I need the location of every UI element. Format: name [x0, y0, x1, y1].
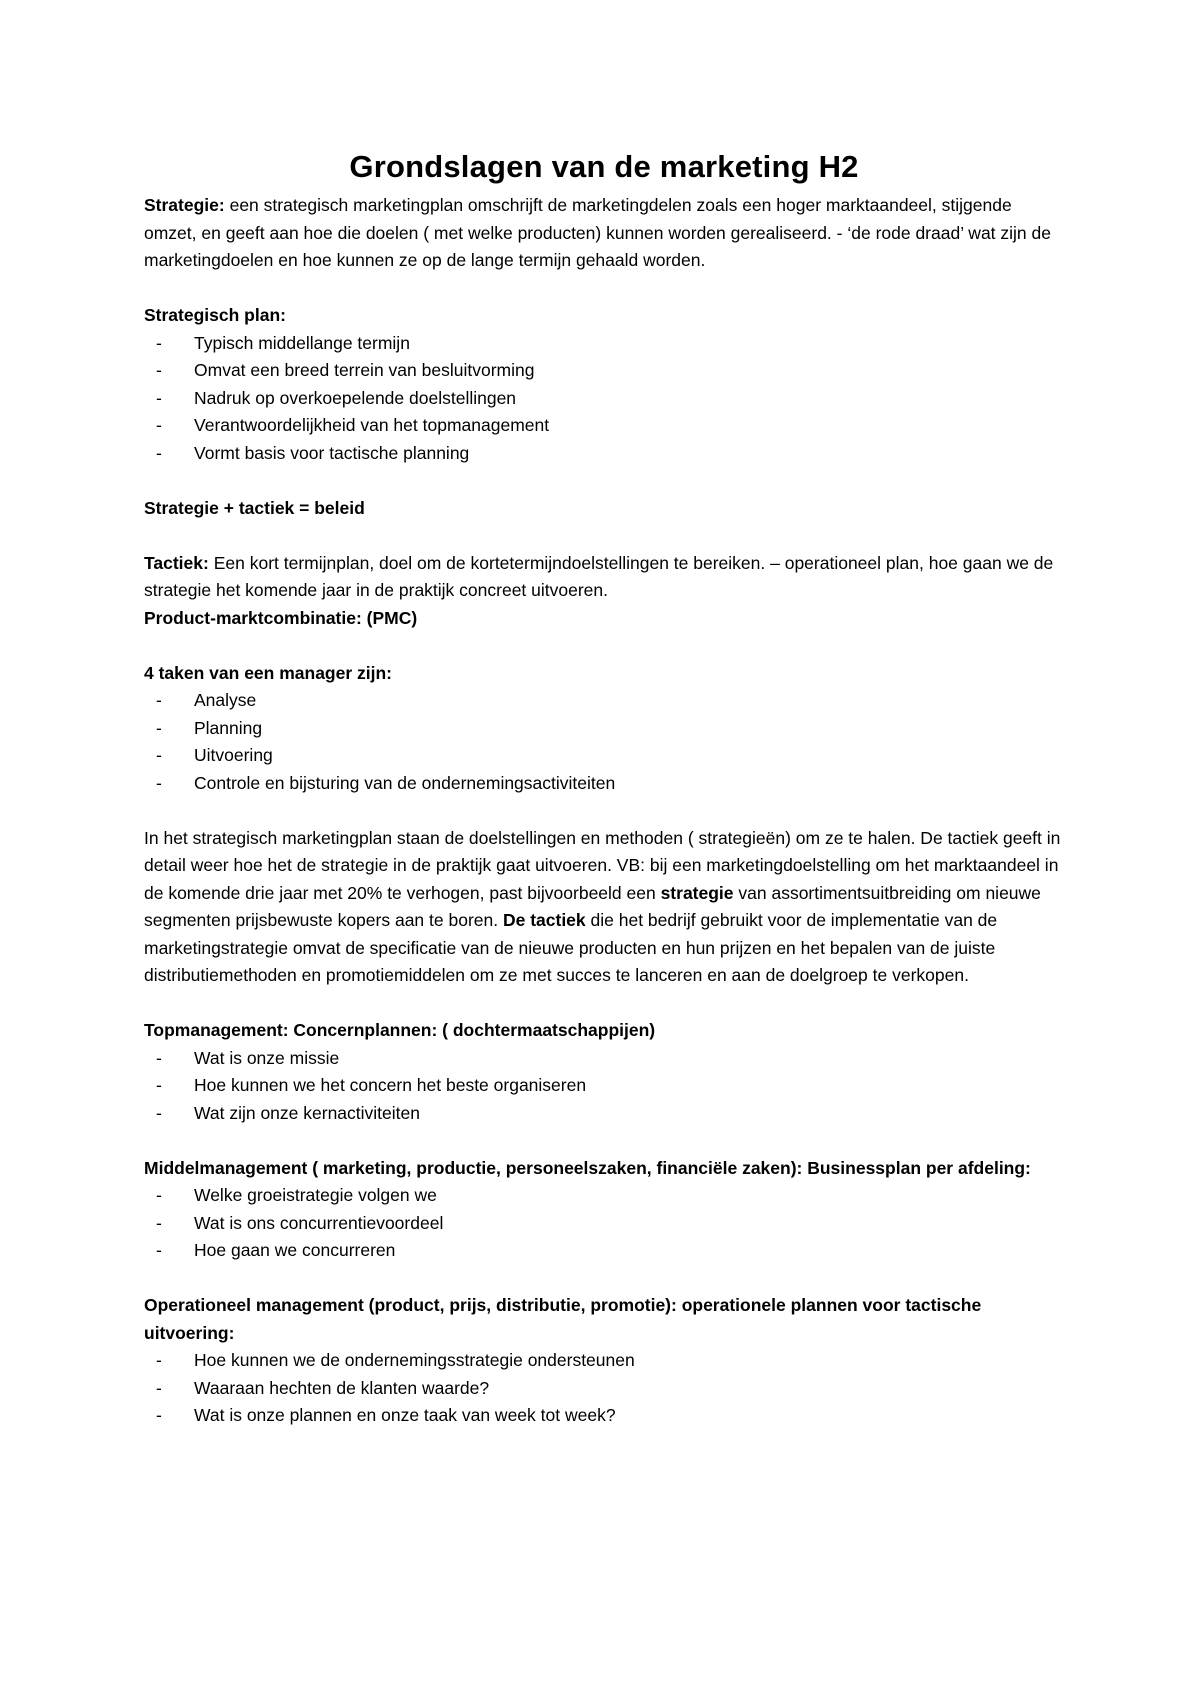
middelmanagement-heading: Middelmanagement ( marketing, productie, personeelszaken, financiële zaken): Businessplan per afdeling:: [144, 1157, 1031, 1178]
list-item: - Verantwoordelijkheid van het topmanagement: [156, 415, 550, 435]
strategie-label: Strategie:: [144, 195, 225, 215]
operationeel-heading: Operationeel management (product, prijs, distributie, promotie): operationele plannen voor tactische uitvoering:: [144, 1295, 982, 1343]
operationeel-list: [144, 1347, 1064, 1430]
list-item: - Omvat een breed terrein van besluitvorming: [156, 360, 535, 380]
list-item: - Analyse: [156, 690, 257, 710]
list-item: - Vormt basis voor tactische planning: [156, 442, 470, 463]
list-item: - Hoe kunnen we het concern het beste organiseren: [156, 1075, 587, 1095]
list-item: - Typisch middellange termijn: [156, 332, 410, 353]
list-item: - Nadruk op overkoepelende doelstellingen: [156, 387, 517, 408]
list-item: - Planning: [156, 717, 263, 738]
document-body: [144, 146, 1064, 1430]
list-item: - Hoe kunnen we de ondernemingsstrategie ondersteunen: [156, 1350, 635, 1370]
strategy-tactics-paragraph: In het strategisch marketingplan staan de doelstellingen en methoden ( strategieën) om ze te halen. De tactiek geeft in detail weer hoe het de strategie in de praktijk gaat uitvoeren. VB: bij een marketingdoelstelling om het marktaandeel in de komende drie jaar met 20% te verhogen, past bijvoorbeeld een strategie van assortimentsuitbreiding om nieuwe segmenten prijsbewuste kopers aan te boren. De tactiek die het bedrijf gebruikt voor de implementatie van de marketingstrategie omvat de specificatie van de nieuwe producten en hun prijzen en het bepalen van de juiste distributiemethoden en promotiemiddelen om ze met succes te lanceren en aan de doelgroep te verkopen.: [144, 827, 1061, 985]
list-item: - Wat is onze missie: [156, 1047, 340, 1068]
list-item: - Wat is ons concurrentievoordeel: [156, 1212, 444, 1233]
tactiek-text: Een kort termijnplan, doel om de kortetermijndoelstellingen te bereiken. – operationeel plan, hoe gaan we de strategie het komende jaar in de praktijk concreet uitvoeren.: [144, 552, 1054, 600]
list-item: - Waaraan hechten de klanten waarde?: [156, 1377, 490, 1398]
list-item: - Controle en bijsturing van de ondernemingsactiviteiten: [156, 772, 616, 793]
taken-list: [144, 687, 1064, 797]
strategisch-plan-list: [144, 330, 1064, 468]
pmc-heading: Product-marktcombinatie: (PMC): [144, 607, 418, 628]
beleid-formula: Strategie + tactiek = beleid: [144, 497, 365, 518]
strategisch-plan-heading: Strategisch plan:: [144, 305, 286, 325]
tactiek-definition: [144, 550, 1064, 605]
list-item: - Uitvoering: [156, 745, 273, 765]
middelmanagement-list: [144, 1182, 1064, 1265]
list-item: - Wat zijn onze kernactiviteiten: [156, 1102, 420, 1123]
list-item: - Hoe gaan we concurreren: [156, 1240, 396, 1260]
topmanagement-list: [144, 1045, 1064, 1128]
topmanagement-heading: Topmanagement: Concernplannen: ( dochtermaatschappijen): [144, 1020, 656, 1040]
page-title: Grondslagen van de marketing H2: [349, 149, 859, 184]
tactiek-label: Tactiek:: [144, 552, 209, 573]
list-item: - Wat is onze plannen en onze taak van week tot week?: [156, 1405, 616, 1425]
strategie-definition: [144, 192, 1064, 275]
list-item: - Welke groeistrategie volgen we: [156, 1185, 437, 1205]
taken-heading: 4 taken van een manager zijn:: [144, 662, 393, 683]
strategie-text: een strategisch marketingplan omschrijft de marketingdelen zoals een hoger marktaandeel, stijgende omzet, en geeft aan hoe die doelen ( met welke producten) kunnen worden gerealiseerd. - ‘de rode draad’ wat zijn de marketingdoelen en hoe kunnen ze op de lange termijn gehaald worden.: [144, 195, 1051, 270]
